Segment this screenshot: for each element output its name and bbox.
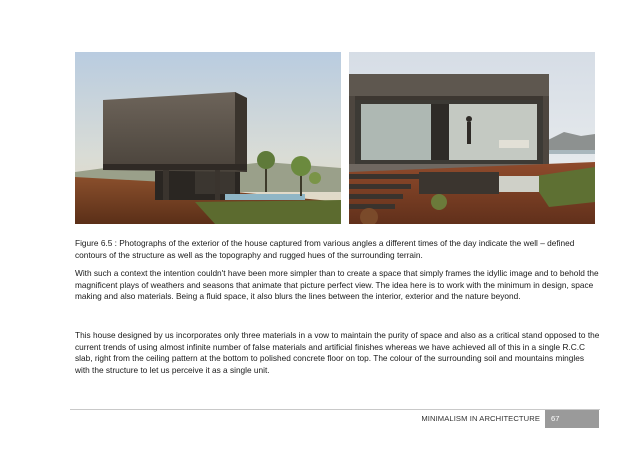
footer-title: MINIMALISM IN ARCHITECTURE [421, 414, 540, 423]
page-number-badge: 67 [545, 410, 599, 428]
body-paragraph: This house designed by us incorporates only three materials in a vow to maintain the purity of space and also as a critical stand opposed to the current trends of using almost infinite number of false materials and artificial finishes whereas we have achieved all of this in a single R.C.C slab, right from the ceiling pattern at the bottom to polished concrete floor on top. The colour of the surrounding soil and mountains mingles with the structure to let us perceive it as a single unit. [75, 330, 600, 375]
figure-caption: Figure 6.5 : Photographs of the exterior of the house captured from various angles a different times of the day indicate the well – defined contours of the structure as well as the topography and rugged hues of the surrounding terrain. [75, 238, 575, 260]
figure-photo-left [75, 52, 341, 224]
house-exterior-dusk-image [75, 52, 341, 224]
figure-photo-right [349, 52, 595, 224]
glazed-pavilion-image [349, 52, 595, 224]
body-paragraph: With such a context the intention couldn't have been more simpler than to create a space that simply frames the idyllic image and to behold the magnificent plays of weathers and seasons that animate that picture perfect view. The idea here is to work with the minimum in design, space making and also materials. Being a fluid space, it also blurs the lines between the interior, exterior and the nature beyond. [75, 268, 599, 302]
